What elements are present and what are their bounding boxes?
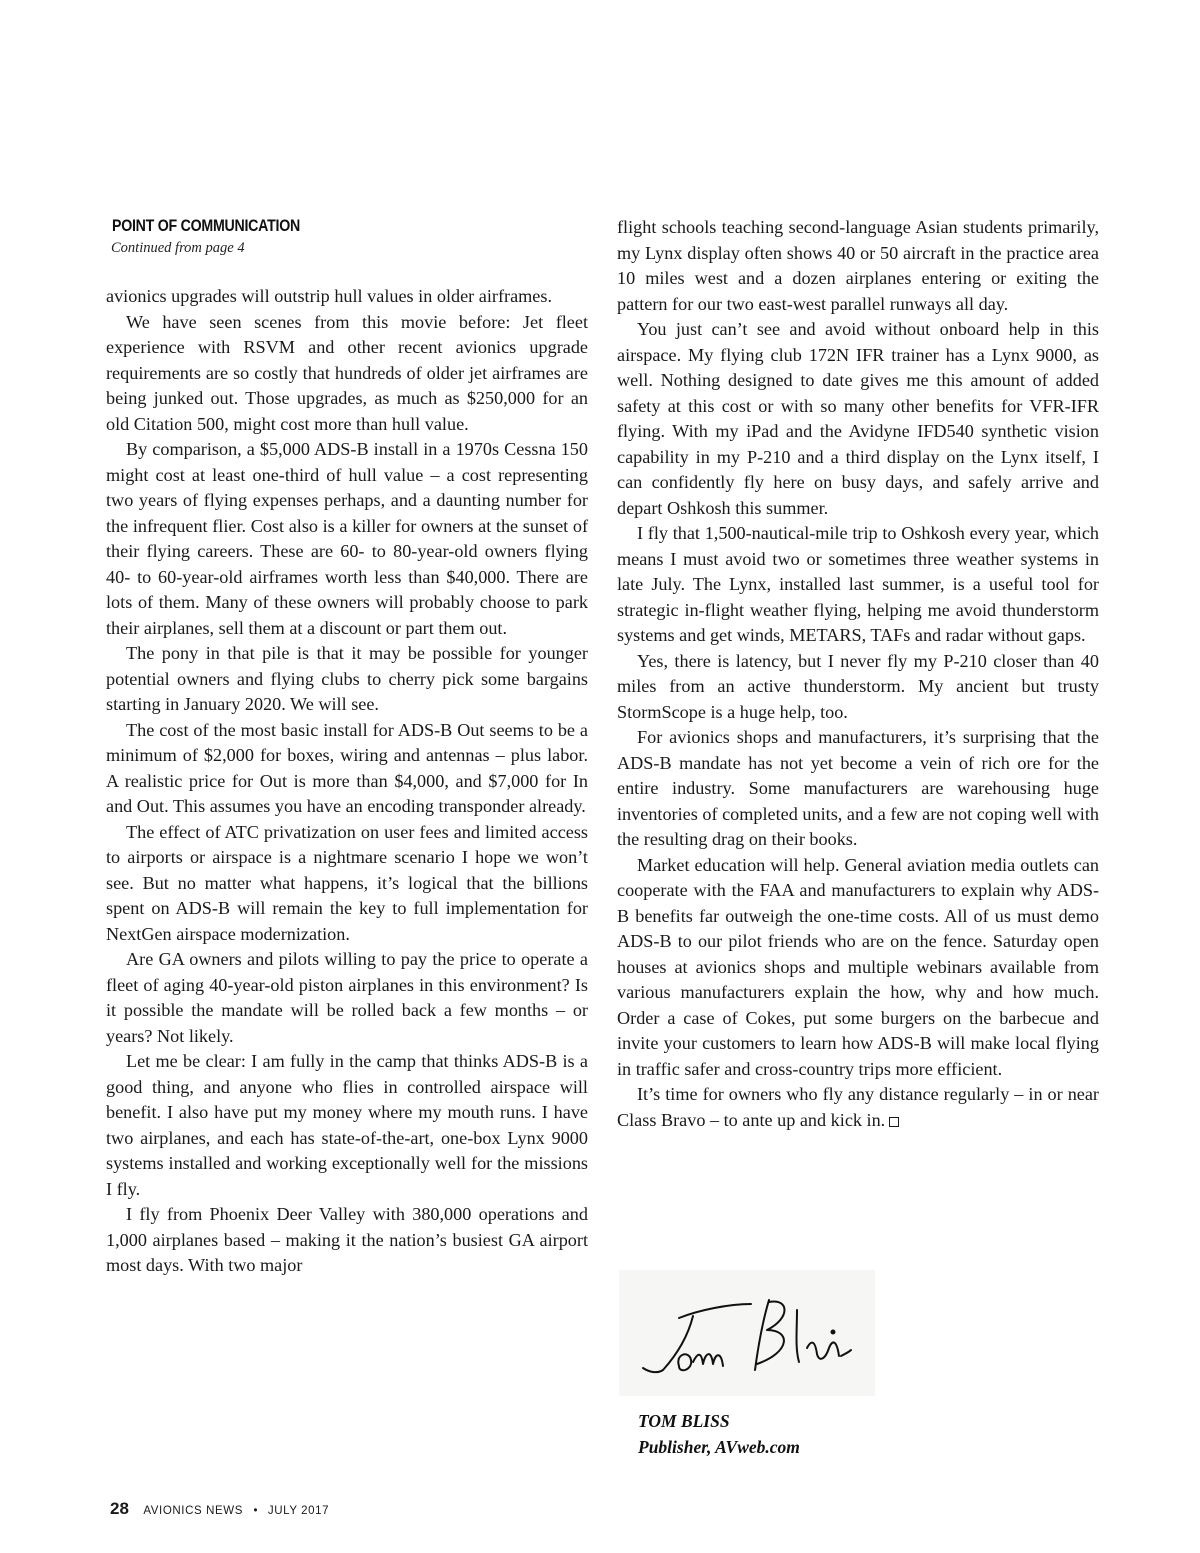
author-name: TOM BLISS xyxy=(638,1411,730,1431)
signature-image xyxy=(619,1270,875,1396)
paragraph: The cost of the most basic install for ADS-B Out seems to be a minimum of $2,000 for boxes, wiring and antennas – plus labor. A realistic price for Out is more than $4,000, and $7,000 for In and Out. This assumes you have an encoding transponder already. xyxy=(106,719,588,816)
author-block xyxy=(638,1408,800,1460)
section-title: POINT OF COMMUNICATION xyxy=(112,217,300,235)
continued-note: Continued from page 4 xyxy=(111,240,245,256)
right-column xyxy=(617,215,1099,1133)
paragraph: avionics upgrades will outstrip hull values in older airframes. xyxy=(106,286,552,306)
author-title: Publisher, AVweb.com xyxy=(638,1437,800,1457)
hollow-square-icon xyxy=(889,1117,899,1127)
paragraph: I fly from Phoenix Deer Valley with 380,000 operations and 1,000 airplanes based – making it the nation’s busiest GA airport most days. With two major xyxy=(106,1204,588,1275)
paragraph: You just can’t see and avoid without onboard help in this airspace. My flying club 172N IFR trainer has a Lynx 9000, as well. Nothing designed to date gives me this amount of added safety at this cost or with so many other benefits for VFR-IFR flying. With my iPad and the Avidyne IFD540 synthetic vision capability in my P-210 and a third display on the Lynx itself, I can confidently fly here on busy days, and safely arrive and depart Oshkosh this summer. xyxy=(617,319,1099,518)
paragraph: We have seen scenes from this movie before: Jet fleet experience with RSVM and other recent avionics upgrade requirements are so costly that hundreds of older jet airframes are being junked out. Those upgrades, as much as $250,000 for an old Citation 500, might cost more than hull value. xyxy=(106,311,588,434)
signature-icon xyxy=(619,1270,875,1396)
page-footer xyxy=(110,1499,329,1519)
closing-text: It’s time for owners who fly any distance regularly – in or near Class Bravo – to ante up and kick in. xyxy=(617,1084,1099,1130)
paragraph: The effect of ATC privatization on user fees and limited access to airports or airspace is a nightmare scenario I hope we won’t see. But no matter what happens, it’s logical that the billions spent on ADS-B will remain the key to full implementation for NextGen airspace modernization. xyxy=(106,821,588,944)
paragraph: I fly that 1,500-nautical-mile trip to Oshkosh every year, which means I must avoid two or sometimes three weather systems in late July. The Lynx, installed last summer, is a useful tool for strategic in-flight weather flying, helping me avoid thunderstorm systems and get winds, METARS, TAFs and radar without gaps. xyxy=(617,523,1099,645)
left-column xyxy=(106,284,588,1279)
paragraph: Yes, there is latency, but I never fly my P-210 closer than 40 miles from an active thunderstorm. My ancient but trusty StormScope is a huge help, too. xyxy=(617,650,1099,722)
publication-name: AVIONICS NEWS xyxy=(143,1505,243,1517)
paragraph: Market education will help. General aviation media outlets can cooperate with the FAA and manufacturers to explain why ADS-B benefits far outweigh the one-time costs. All of us must demo ADS-B to our pilot friends who are on the fence. Saturday open houses at avionics shops and multiple webinars available from various manufacturers explain the how, why and how much. Order a case of Cokes, put some burgers on the barbecue and invite your customers to learn how ADS-B will make local flying in traffic safer and cross-country trips more efficient. xyxy=(617,854,1099,1079)
closing-paragraph xyxy=(617,1082,1099,1133)
footer-separator: • xyxy=(253,1505,258,1517)
paragraph: By comparison, a $5,000 ADS-B install in a 1970s Cessna 150 might cost at least one-third of hull value – a cost representing two years of flying expenses perhaps, and a daunting number for the infrequent flier. Cost also is a killer for owners at the sunset of their flying careers. These are 60- to 80-year-old owners flying 40- to 60-year-old airframes worth less than $40,000. There are lots of them. Many of these owners will probably choose to park their airplanes, sell them at a discount or part them out. xyxy=(106,439,588,638)
paragraph: Are GA owners and pilots willing to pay the price to operate a fleet of aging 40-year-old piston airplanes in this environment? Is it possible the mandate will be rolled back a few months – or years? Not likely. xyxy=(106,949,588,1046)
paragraph: The pony in that pile is that it may be possible for younger potential owners and flying clubs to cherry pick some bargains starting in January 2020. We will see. xyxy=(106,643,588,714)
paragraph: For avionics shops and manufacturers, it’s surprising that the ADS-B mandate has not yet become a vein of rich ore for the entire industry. Some manufacturers are warehousing huge inventories of completed units, and a few are not coping well with the resulting drag on their books. xyxy=(617,727,1099,849)
page-number: 28 xyxy=(110,1499,129,1518)
issue-date: JULY 2017 xyxy=(267,1505,330,1517)
paragraph: Let me be clear: I am fully in the camp that thinks ADS-B is a good thing, and anyone who flies in controlled airspace will benefit. I also have put my money where my mouth runs. I have two airplanes, and each has state-of-the-art, one-box Lynx 9000 systems installed and working exceptionally well for the missions I fly. xyxy=(106,1051,588,1199)
paragraph: flight schools teaching second-language Asian students primarily, my Lynx display often shows 40 or 50 aircraft in the practice area 10 miles west and a dozen airplanes entering or exiting the pattern for our two east-west parallel runways all day. xyxy=(617,217,1099,314)
